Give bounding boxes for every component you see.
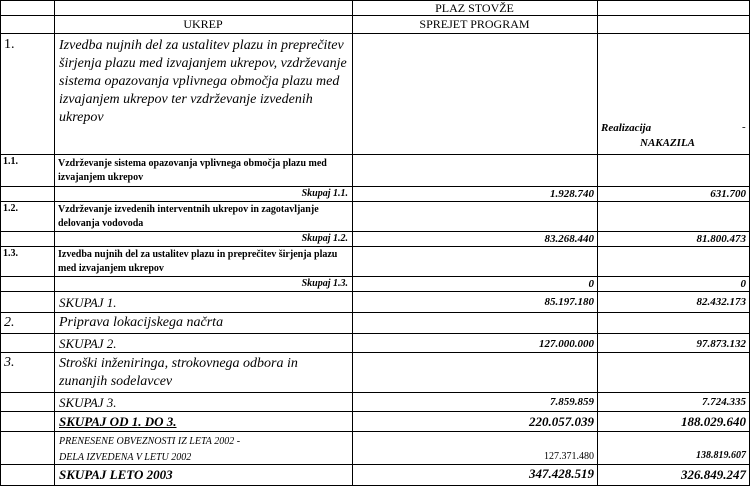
skupaj-1-nakazila: 82.432.173 [696,296,746,308]
section-1-text: Izvedba nujnih del za ustalitev plazu in preprečitev širjenja plazu med izvajanjem ukrepov, vzdrževanje sistema opazovanja vplivnega območja plazu med izvajanjem ukrepov ter vzdrževanje izvedenih ukrepov [59,38,347,125]
row-divider [0,33,750,34]
row-divider [0,431,750,432]
prenesene-line-2: DELA IZVEDENA V LETU 2002 [59,452,192,463]
row-1-3-nakazila: 0 [740,278,746,290]
row-divider [0,291,750,292]
prenesene-program: 127.371.480 [544,451,594,462]
col-divider [0,0,1,486]
section-2-number: 2. [4,315,15,330]
header-program: SPREJET PROGRAM [419,17,530,31]
row-divider [0,411,750,412]
row-divider [0,231,750,232]
row-1-3-program: 0 [588,278,594,290]
skupaj-2-label: SKUPAJ 2. [59,336,117,351]
skupaj-3-label: SKUPAJ 3. [59,395,117,410]
row-divider [0,201,750,202]
header-plaz: PLAZ STOVŽE [435,1,514,15]
skupaj-2-nakazila: 97.873.132 [696,338,746,350]
skupaj-1-3-label: SKUPAJ OD 1. DO 3. [59,414,177,429]
row-divider [0,276,750,277]
skupaj-1-3-nakazila: 188.029.640 [681,414,746,429]
skupaj-1-3-program: 220.057.039 [529,414,594,429]
skupaj-2003-nakazila: 326.849.247 [681,467,746,482]
realizacija-dash: - [742,121,746,133]
skupaj-3-program: 7.859.859 [550,396,594,408]
skupaj-1-label: SKUPAJ 1. [59,295,117,310]
nakazila-label: NAKAZILA [640,137,696,149]
prenesene-nakazila: 138.819.607 [696,450,746,461]
row-1-1-number: 1.1. [3,156,18,167]
skupaj-2003-program: 347.428.519 [529,466,594,481]
row-divider [0,15,750,16]
section-2-text: Priprava lokacijskega načrta [59,315,224,330]
row-divider [0,312,750,313]
row-divider [0,0,750,1]
row-1-1-program: 1.928.740 [550,188,594,200]
row-1-2-subtotal-label: Skupaj 1.2. [301,233,348,244]
skupaj-1-program: 85.197.180 [544,296,594,308]
skupaj-2003-label: SKUPAJ LETO 2003 [59,467,173,482]
row-1-2-text: Vzdrževanje izvedenih interventnih ukrepov in zagotavljanje delovanja vodovoda [58,204,319,229]
row-divider [0,246,750,247]
skupaj-3-nakazila: 7.724.335 [702,396,746,408]
row-1-2-number: 1.2. [3,203,18,214]
section-1-number: 1. [4,37,15,52]
row-1-2-nakazila: 81.800.473 [696,233,746,245]
row-divider [0,333,750,334]
row-1-1-nakazila: 631.700 [710,188,746,200]
row-divider [0,154,750,155]
row-divider [0,352,750,353]
section-3-number: 3. [4,355,15,370]
row-1-1-text: Vzdrževanje sistema opazovanja vplivnega območja plazu med izvajanjem ukrepov [58,158,327,183]
row-1-1-subtotal-label: Skupaj 1.1. [301,188,348,199]
prenesene-line-1: PRENESENE OBVEZNOSTI IZ LETA 2002 - [59,436,241,447]
row-divider [0,186,750,187]
row-1-2-program: 83.268.440 [544,233,594,245]
section-3-text: Stroški inženiringa, strokovnega odbora in zunanjih sodelavcev [59,356,298,389]
row-1-3-subtotal-label: Skupaj 1.3. [301,278,348,289]
header-ukrep: UKREP [183,17,223,31]
skupaj-2-program: 127.000.000 [539,338,594,350]
realizacija-label: Realizacija [601,122,652,134]
row-1-3-text: Izvedba nujnih del za ustalitev plazu in preprečitev širjenja plazu med izvajanjem ukrepov [58,249,338,274]
row-1-3-number: 1.3. [3,248,18,259]
row-divider [0,392,750,393]
